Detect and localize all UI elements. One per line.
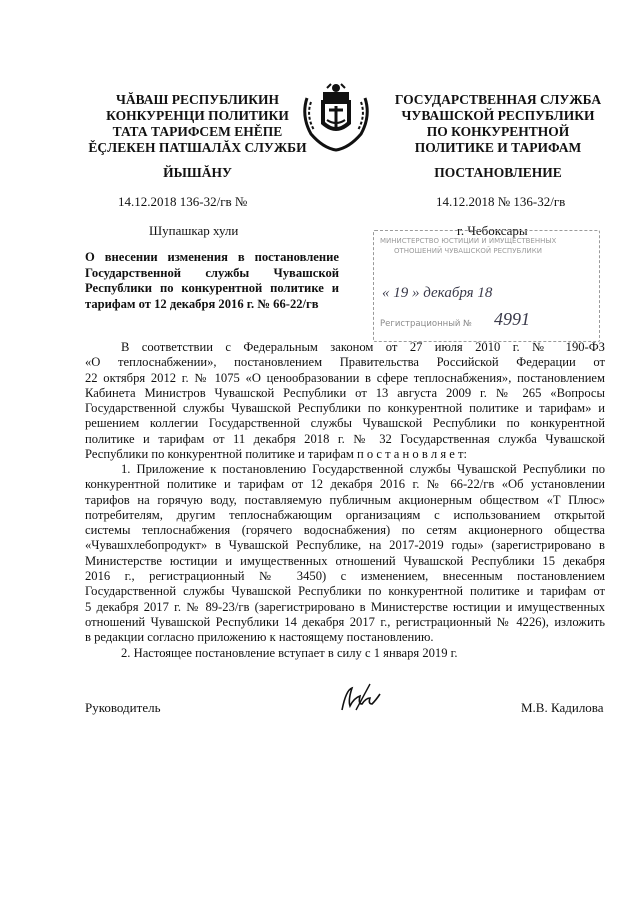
header-right-line: ПОЛИТИКЕ И ТАРИФАМ (414, 140, 582, 155)
header-left-line: КОНКУРЕНЦИ ПОЛИТИКИ (106, 108, 289, 123)
stamp-header-2: ОТНОШЕНИЙ ЧУВАШСКОЙ РЕСПУБЛИКИ (394, 247, 542, 255)
body-line: потребителям, другим теплоснабжающим организациям с использованием открытой (85, 507, 605, 522)
header-right-line: ЧУВАШСКОЙ РЕСПУБЛИКИ (401, 108, 595, 123)
title-line: тарифам от 12 декабря 2016 г. № 66-22/гв (85, 296, 319, 311)
signature-position: Руководитель (85, 700, 161, 715)
header-left-org (85, 92, 310, 156)
title-line: Республики по конкурентной политике и (85, 281, 339, 295)
header-right-date-number: 14.12.2018 № 136-32/гв (436, 194, 566, 209)
header-left-city: Шупашкар хули (149, 223, 239, 238)
header-left-line: ЧĂВАШ РЕСПУБЛИКИН (115, 92, 280, 107)
body-line: отношений Чувашской Республики 14 декабря 2017 г., регистрационный № 4226), изложить (85, 614, 605, 629)
signature-name: М.В. Кадилова (521, 700, 604, 715)
stamp-reg-label: Регистрационный № (380, 319, 472, 329)
header-right-city: г. Чебоксары (457, 223, 528, 238)
title-line: О внесении изменения в постановление (85, 250, 339, 264)
registration-stamp (373, 230, 600, 342)
body-paragraph-2 (85, 462, 605, 646)
body-line: 2. Настоящее постановление вступает в силу с 1 января 2019 г. (121, 646, 458, 660)
body-line: политике и тарифам от 11 декабря 2018 г. № 32 Государственная служба Чувашской (85, 431, 605, 446)
coat-of-arms-emblem (297, 80, 375, 152)
body-line: В соответствии с Федеральным законом от 27 июля 2010 г. № 190-ФЗ (121, 340, 605, 354)
body-line: 1. Приложение к постановлению Государственной службы Чувашской Республики по (121, 462, 605, 476)
body-line: «О теплоснабжении», постановлением Правительства Российской Федерации от (85, 355, 605, 370)
body-line: конкурентной политике и тарифам от 12 декабря 2016 г. № 66-22/гв «Об установлении (85, 477, 605, 492)
header-right-line: ГОСУДАРСТВЕННАЯ СЛУЖБА (394, 92, 602, 107)
body-line: решением коллегии Государственной службы Чувашской Республики по конкурентной (85, 416, 605, 431)
title-line: Государственной службы Чувашской (85, 265, 339, 280)
body-line: 5 декабря 2017 г. № 89-23/гв (зарегистрировано в Министерстве юстиции и имущественных (85, 599, 605, 614)
body-line: «Чувашхлебопродукт» в Чувашской Республике, на 2017-2019 годы» (зарегистрировано в (85, 538, 605, 553)
body-line: Государственной службы Чувашской Республики по конкурентной политике и тарифам» и (85, 401, 605, 416)
header-left-date-number: 14.12.2018 136-32/гв № (118, 194, 248, 209)
body-paragraph-1 (85, 340, 605, 462)
body-line: Государственной службы Чувашской Республики по конкурентной политике и тарифам от (85, 584, 605, 599)
document-title (85, 250, 339, 312)
body-line: Республики по конкурентной политике и тарифам п о с т а н о в л я е т: (85, 447, 468, 462)
stamp-header: МИНИСТЕРСТВО ЮСТИЦИИ И ИМУЩЕСТВЕННЫХ (380, 237, 557, 245)
body-line: 2016 г., регистрационный № 3450) с изменением, внесенным постановлением (85, 569, 605, 584)
header-right-doc-type: ПОСТАНОВЛЕНИЕ (434, 165, 562, 180)
header-left-doc-type: ЙЫШĂНУ (163, 165, 232, 180)
header-right-line: ПО КОНКУРЕНТНОЙ (426, 124, 570, 139)
header-left-line: ТАТА ТАРИФСЕМ ЕНĚПЕ (112, 124, 283, 139)
handwritten-signature (336, 680, 384, 716)
body-line: в редакции согласно приложению к настоящему постановлению. (85, 630, 434, 645)
body-line: тарифов на горячую воду, поставляемую публичным акционерным обществом «Т Плюс» (85, 492, 605, 507)
stamp-date-handwritten: « 19 » декабря 18 (382, 285, 493, 301)
header-left-line: ĚÇЛЕКЕН ПАТШАЛĂХ СЛУЖБИ (88, 140, 307, 155)
body-line: 22 октября 2012 г. № 1075 «О ценообразовании в сфере теплоснабжения», постановлением (85, 370, 605, 385)
stamp-reg-number: 4991 (494, 309, 530, 329)
body-line: Министерстве юстиции и имущественных отношений Чувашской Республики 15 декабря (85, 553, 605, 568)
header-right-org (383, 92, 613, 156)
body-line: системы теплоснабжения (горячего водоснабжения) по сетям акционерного общества (85, 523, 605, 538)
body-paragraph-3 (85, 646, 605, 661)
body-line: Кабинета Министров Чувашской Республики от 13 августа 2009 г. № 265 «Вопросы (85, 385, 605, 400)
